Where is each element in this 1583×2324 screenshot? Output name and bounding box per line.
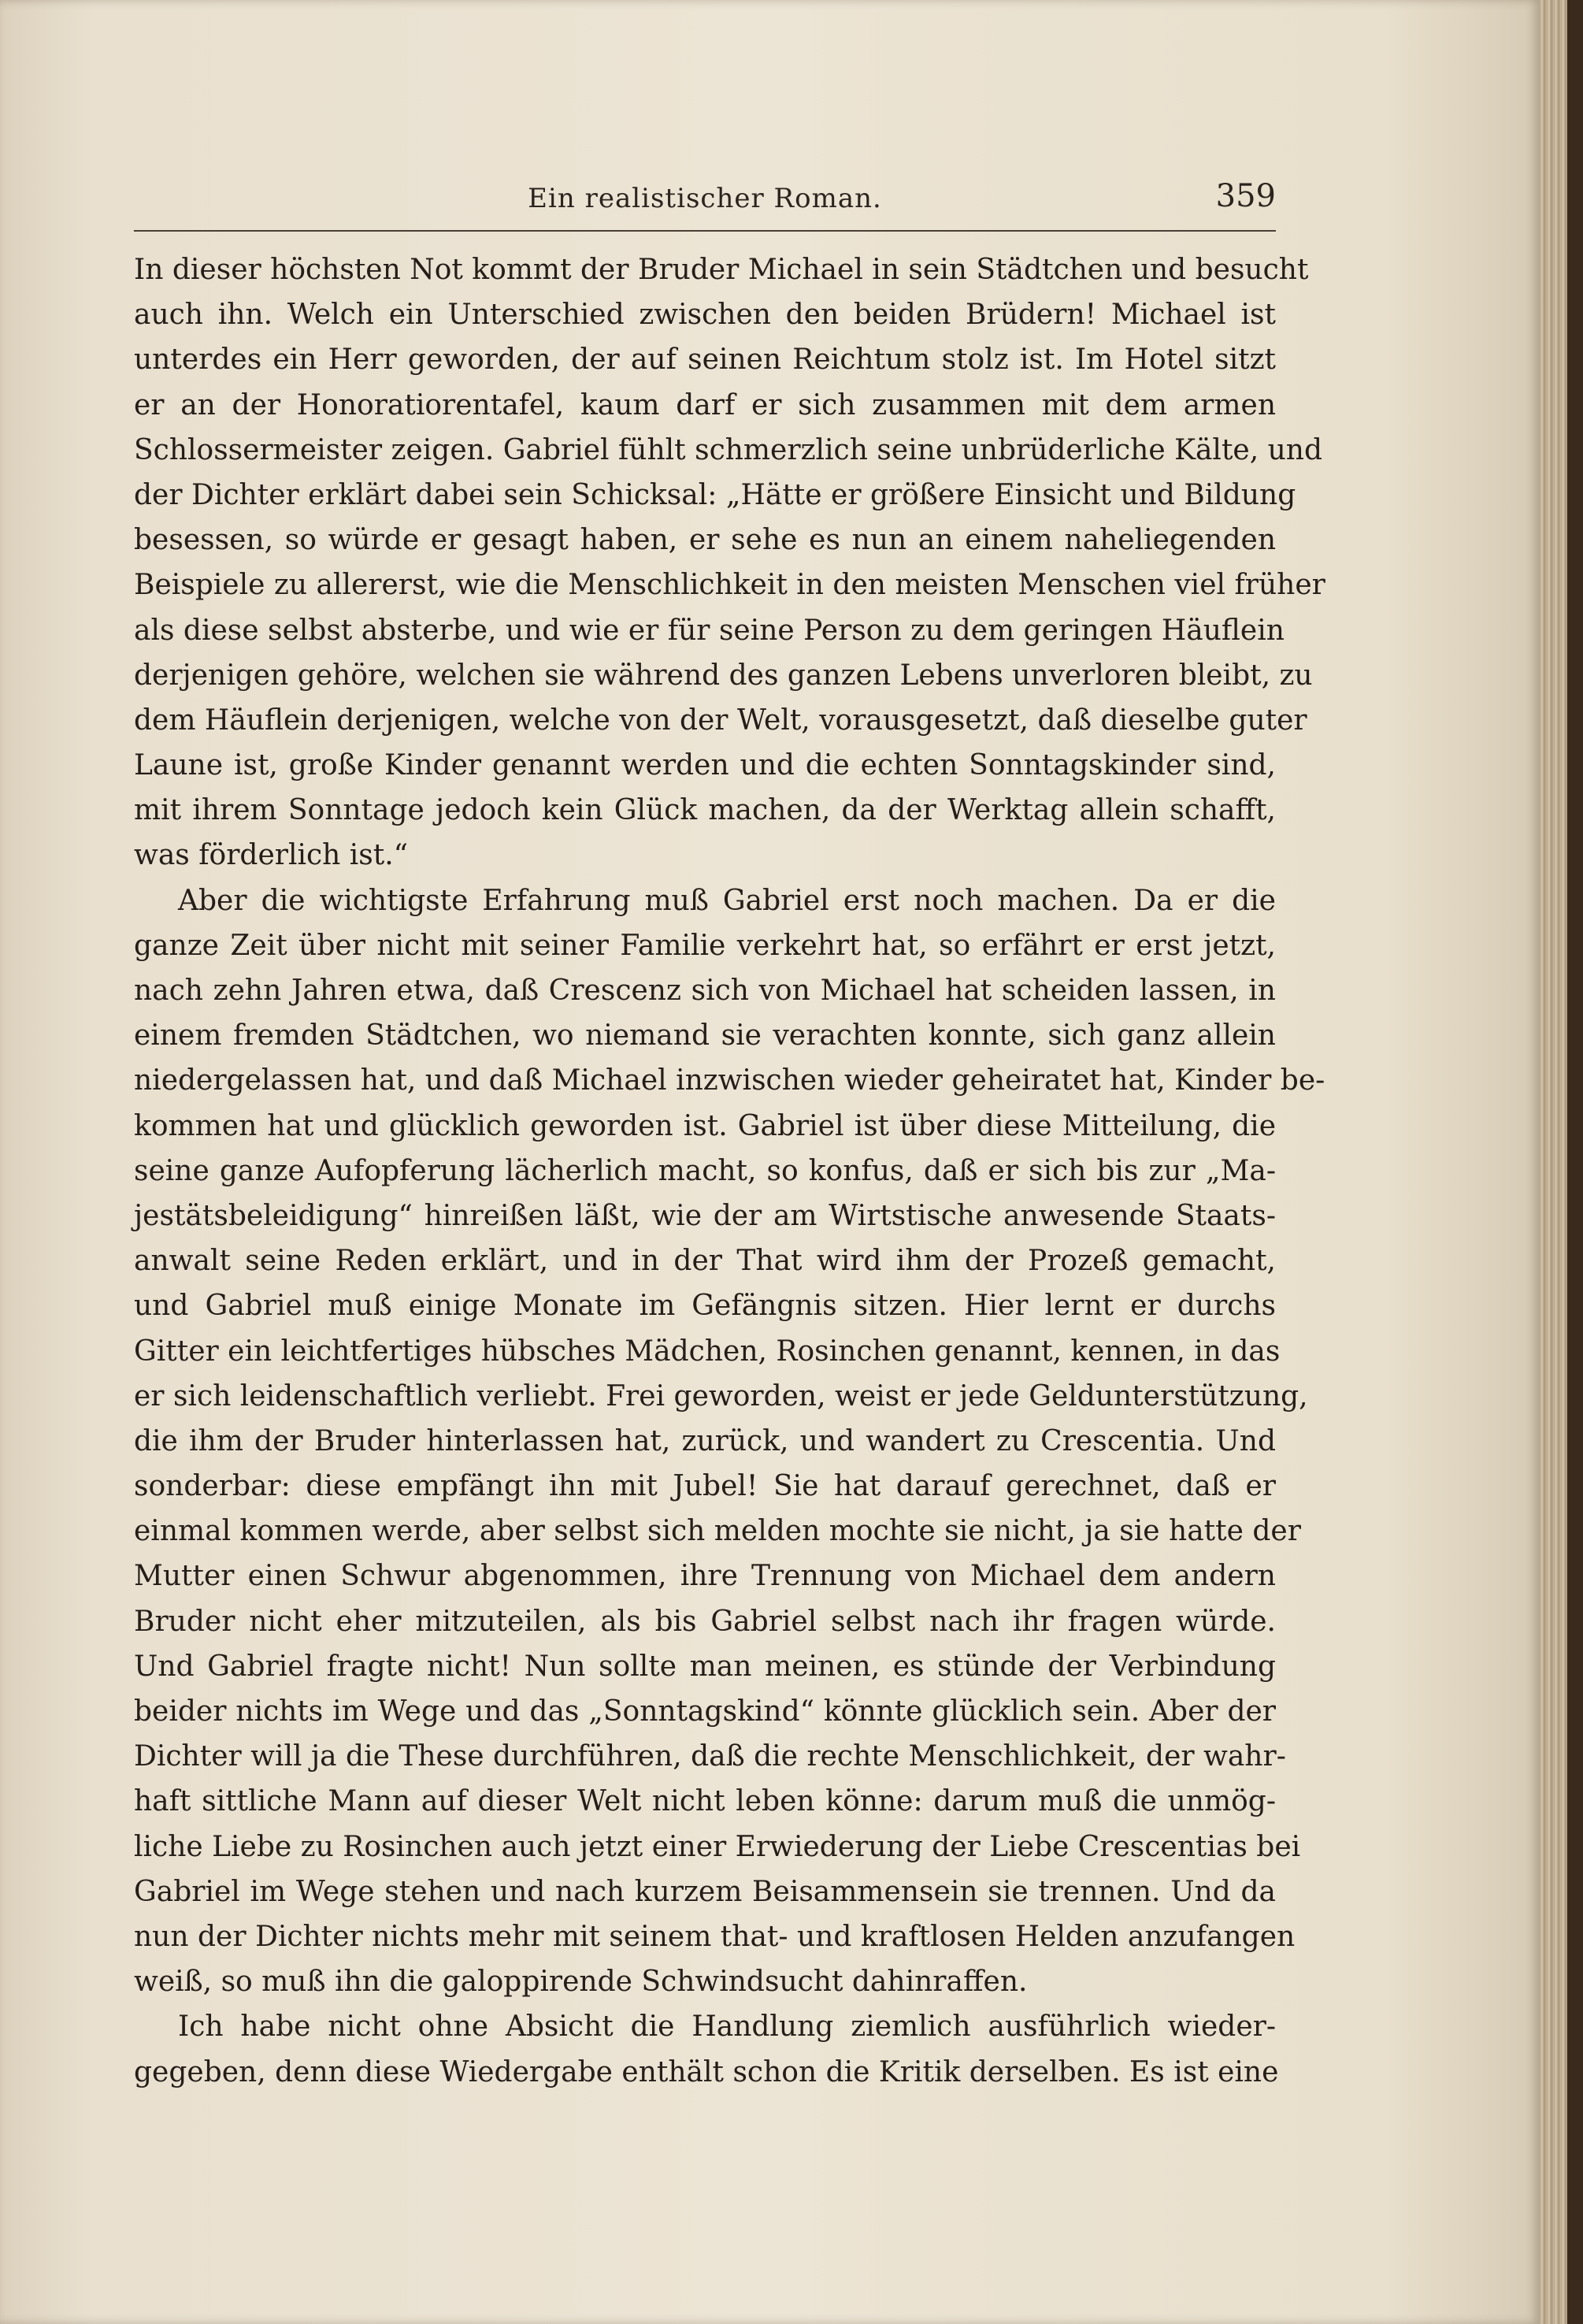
text-line: niedergelassen hat, und daß Michael inzwischen wieder geheiratet hat, Kinder be- [134,1064,1325,1097]
text-line: kommen hat und glücklich geworden ist. Gabriel ist über diese Mitteilung, die [134,1109,1276,1142]
text-line: Aber die wichtigste Erfahrung muß Gabriel erst noch machen. Da er die [178,884,1276,917]
text-line: In dieser höchsten Not kommt der Bruder Michael in sein Städtchen und besucht [134,254,1309,286]
page-number: 359 [1215,178,1276,214]
text-line: er an der Honoratiorentafel, kaum darf er sich zusammen mit dem armen [134,388,1276,421]
text-line: auch ihn. Welch ein Unterschied zwischen den beiden Brüdern! Michael ist [134,299,1276,332]
text-line: liche Liebe zu Rosinchen auch jetzt einer Erwiederung der Liebe Crescentias bei [134,1830,1301,1863]
text-line: Mutter einen Schwur abgenommen, ihre Trennung von Michael dem andern [134,1560,1276,1593]
text-line: weiß, so muß ihn die galoppirende Schwindsucht dahinraffen. [134,1966,1028,1999]
text-line: anwalt seine Reden erklärt, und in der That wird ihm der Prozeß gemacht, [134,1245,1276,1278]
text-line: beider nichts im Wege und das „Sonntagskind“ könnte glücklich sein. Aber der [134,1695,1276,1728]
text-line: nach zehn Jahren etwa, daß Crescenz sich von Michael hat scheiden lassen, in [134,975,1276,1007]
text-line: Laune ist, große Kinder genannt werden und die echten Sonntagskinder sind, [134,749,1276,782]
page-header [134,178,1276,224]
text-line: derjenigen gehöre, welchen sie während des ganzen Lebens unverloren bleibt, zu [134,659,1313,692]
text-line: Ich habe nicht ohne Absicht die Handlung ziemlich ausführlich wieder- [178,2010,1276,2044]
text-line: Bruder nicht eher mitzuteilen, als bis Gabriel selbst nach ihr fragen würde. [134,1605,1276,1638]
text-line: Gitter ein leichtfertiges hübsches Mädchen, Rosinchen genannt, kennen, in das [134,1335,1281,1368]
text-line: nun der Dichter nichts mehr mit seinem that- und kraftlosen Helden anzufangen [134,1920,1296,1953]
running-title: Ein realistischer Roman. [528,183,882,214]
text-line: was förderlich ist.“ [134,839,409,872]
text-line: die ihm der Bruder hinterlassen hat, zurück, und wandert zu Crescentia. Und [134,1424,1276,1457]
paragraph [134,247,1325,878]
text-line: und Gabriel muß einige Monate im Gefängnis sitzen. Hier lernt er durchs [134,1290,1276,1323]
body-text [134,247,1325,2095]
text-line: jestätsbeleidigung“ hinreißen läßt, wie der am Wirtstische anwesende Staats- [134,1199,1276,1232]
text-line: seine ganze Aufopferung lächerlich macht, so konfus, daß er sich bis zur „Ma- [134,1154,1276,1187]
text-line: dem Häuflein derjenigen, welche von der Welt, vorausgesetzt, daß dieselbe guter [134,704,1307,737]
text-line: Gabriel im Wege stehen und nach kurzem Beisammensein sie trennen. Und da [134,1875,1276,1908]
text-line: einmal kommen werde, aber selbst sich melden mochte sie nicht, ja sie hatte der [134,1515,1301,1548]
paragraph [134,2004,1279,2094]
text-line: Und Gabriel fragte nicht! Nun sollte man meinen, es stünde der Verbindung [134,1650,1276,1683]
text-line: haft sittliche Mann auf dieser Welt nicht leben könne: darum muß die unmög- [134,1785,1276,1818]
paragraph [134,878,1325,2005]
page-edge-shadow [1567,0,1583,2324]
text-line: er sich leidenschaftlich verliebt. Frei geworden, weist er jede Geldunterstützung, [134,1379,1308,1413]
text-line: Schlossermeister zeigen. Gabriel fühlt schmerzlich seine unbrüderliche Kälte, und [134,433,1323,466]
header-rule [134,230,1276,232]
text-line: der Dichter erklärt dabei sein Schicksal: „Hätte er größere Einsicht und Bildung [134,478,1296,511]
text-line: sonderbar: diese empfängt ihn mit Jubel! Sie hat darauf gerechnet, daß er [134,1470,1276,1503]
text-line: Beispiele zu allererst, wie die Menschlichkeit in den meisten Menschen viel früher [134,569,1325,602]
text-line: besessen, so würde er gesagt haben, er sehe es nun an einem naheliegenden [134,524,1276,557]
text-line: Dichter will ja die These durchführen, daß die rechte Menschlichkeit, der wahr- [134,1740,1286,1773]
text-line: unterdes ein Herr geworden, der auf seinen Reichtum stolz ist. Im Hotel sitzt [134,343,1276,377]
text-line: mit ihrem Sonntage jedoch kein Glück machen, da der Werktag allein schafft, [134,794,1276,827]
text-line: einem fremden Städtchen, wo niemand sie verachten konnte, sich ganz allein [134,1019,1276,1052]
text-line: ganze Zeit über nicht mit seiner Familie verkehrt hat, so erfährt er erst jetzt, [134,929,1276,962]
text-line: gegeben, denn diese Wiedergabe enthält schon die Kritik derselben. Es ist eine [134,2055,1279,2088]
text-line: als diese selbst absterbe, und wie er für seine Person zu dem geringen Häuflein [134,614,1285,647]
